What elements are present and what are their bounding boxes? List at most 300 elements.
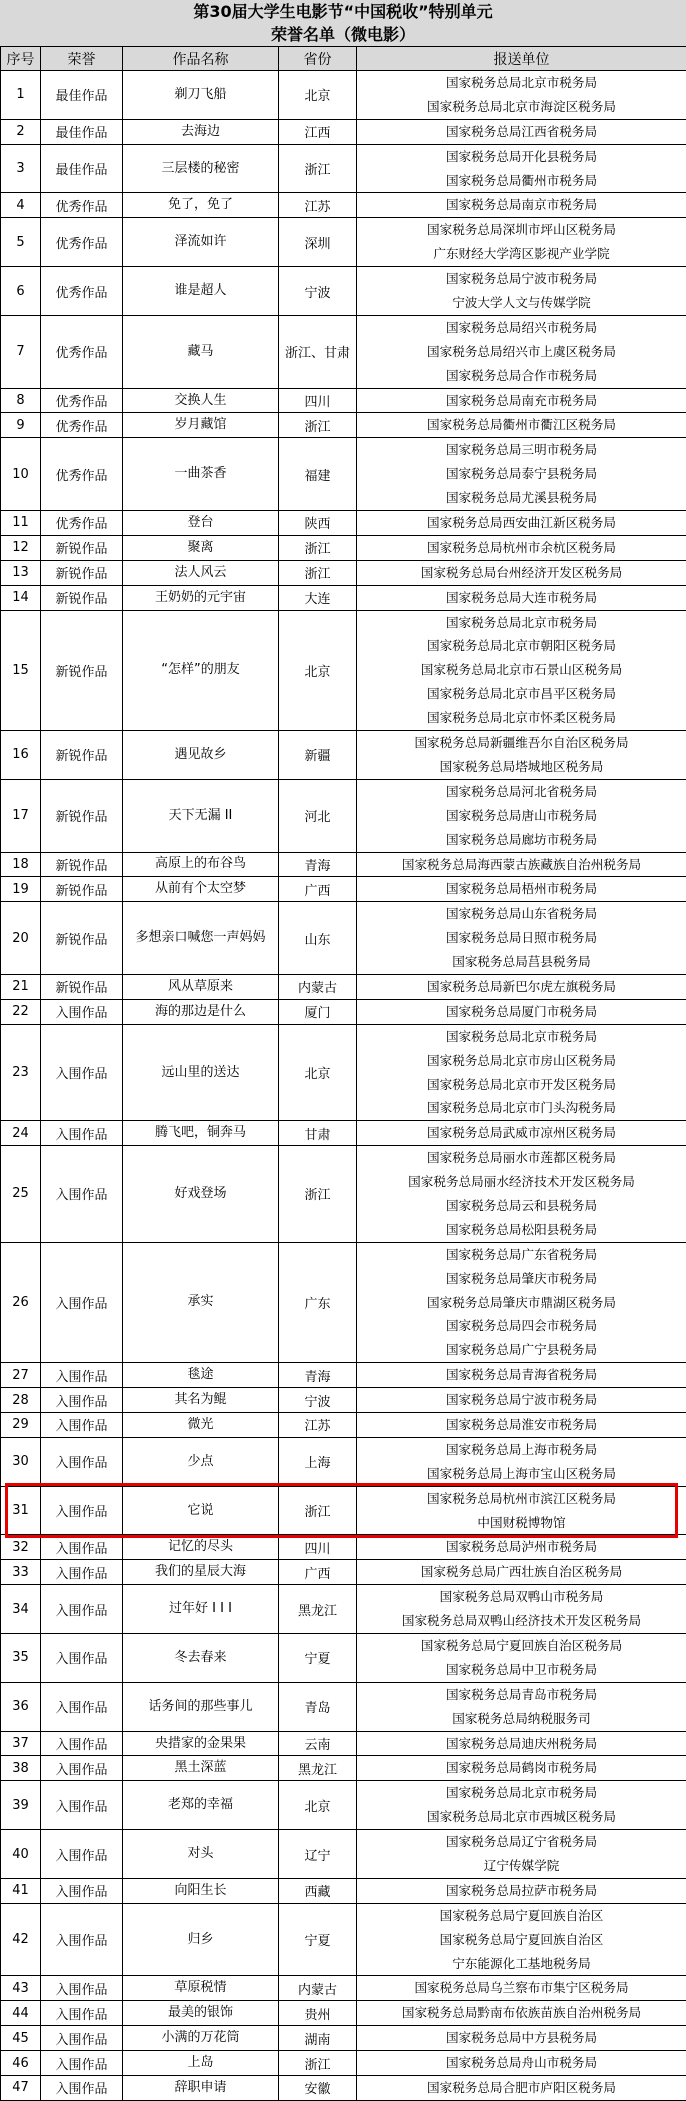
row-units (357, 731, 686, 780)
table-row (1, 560, 686, 585)
unit-line: 国家税务总局松阳县税务局 (357, 1218, 686, 1242)
unit-line: 国家税务总局迪庆州税务局 (357, 1732, 686, 1756)
row-honor: 最佳作品 (41, 119, 123, 144)
row-number: 13 (1, 560, 41, 585)
row-number: 1 (1, 71, 41, 120)
unit-line: 国家税务总局泰宁县税务局 (357, 462, 686, 486)
row-units (357, 1682, 686, 1731)
row-title: 交换人生 (123, 388, 279, 413)
row-honor: 新锐作品 (41, 974, 123, 999)
unit-line: 国家税务总局大连市税务局 (357, 586, 686, 610)
row-honor: 入围作品 (41, 1024, 123, 1121)
table-row (1, 585, 686, 610)
row-honor: 新锐作品 (41, 902, 123, 975)
row-title: 向阳生长 (123, 1878, 279, 1903)
unit-line: 国家税务总局北京市昌平区税务局 (357, 682, 686, 706)
row-units (357, 852, 686, 877)
unit-line: 国家税务总局新巴尔虎左旗税务局 (357, 975, 686, 999)
row-units (357, 1412, 686, 1437)
row-units (357, 1146, 686, 1243)
unit-line: 国家税务总局泸州市税务局 (357, 1535, 686, 1559)
row-units (357, 535, 686, 560)
unit-line: 宁东能源化工基地税务局 (357, 1952, 686, 1976)
row-honor: 优秀作品 (41, 267, 123, 316)
unit-line: 国家税务总局纳税服务司 (357, 1707, 686, 1731)
row-honor: 入围作品 (41, 1388, 123, 1413)
row-honor: 入围作品 (41, 999, 123, 1024)
unit-line: 国家税务总局青岛市税务局 (357, 1683, 686, 1707)
row-province: 浙江 (279, 1486, 357, 1535)
row-title: 多想亲口喊您一声妈妈 (123, 902, 279, 975)
unit-line: 国家税务总局武威市凉州区税务局 (357, 1121, 686, 1145)
row-title: 归乡 (123, 1903, 279, 1976)
row-units (357, 2051, 686, 2076)
row-province: 宁波 (279, 1388, 357, 1413)
unit-line: 国家税务总局合作市税务局 (357, 364, 686, 388)
row-title: 剃刀飞船 (123, 71, 279, 120)
row-title: 腾飞吧，铜奔马 (123, 1121, 279, 1146)
row-title: 去海边 (123, 119, 279, 144)
row-number: 21 (1, 974, 41, 999)
unit-line: 国家税务总局宁波市税务局 (357, 267, 686, 291)
header-title: 作品名称 (123, 47, 279, 71)
unit-line: 国家税务总局淮安市税务局 (357, 1413, 686, 1437)
row-title: 上岛 (123, 2051, 279, 2076)
header-province: 省份 (279, 47, 357, 71)
unit-line: 国家税务总局梧州市税务局 (357, 877, 686, 901)
unit-line: 国家税务总局江西省税务局 (357, 120, 686, 144)
row-number: 40 (1, 1830, 41, 1879)
row-units (357, 1903, 686, 1976)
table-row (1, 1388, 686, 1413)
row-honor: 入围作品 (41, 1560, 123, 1585)
row-title: 辞职申请 (123, 2076, 279, 2101)
row-honor: 入围作品 (41, 1731, 123, 1756)
row-province: 河北 (279, 779, 357, 852)
row-number: 33 (1, 1560, 41, 1585)
row-province: 广西 (279, 1560, 357, 1585)
row-units (357, 1560, 686, 1585)
unit-line: 国家税务总局北京市房山区税务局 (357, 1049, 686, 1073)
unit-line: 国家税务总局绍兴市税务局 (357, 316, 686, 340)
unit-line: 国家税务总局深圳市坪山区税务局 (357, 218, 686, 242)
row-number: 25 (1, 1146, 41, 1243)
table-row (1, 1437, 686, 1486)
row-units (357, 902, 686, 975)
row-number: 45 (1, 2026, 41, 2051)
row-number: 9 (1, 413, 41, 438)
row-province: 湖南 (279, 2026, 357, 2051)
row-number: 24 (1, 1121, 41, 1146)
row-number: 3 (1, 144, 41, 193)
table-row (1, 1560, 686, 1585)
unit-line: 国家税务总局上海市宝山区税务局 (357, 1462, 686, 1486)
row-title: 央措家的金果果 (123, 1731, 279, 1756)
row-honor: 优秀作品 (41, 511, 123, 536)
row-number: 14 (1, 585, 41, 610)
row-province: 江苏 (279, 193, 357, 218)
row-number: 22 (1, 999, 41, 1024)
table-row (1, 877, 686, 902)
row-number: 41 (1, 1878, 41, 1903)
unit-line: 国家税务总局宁夏回族自治区 (357, 1928, 686, 1952)
honor-table (0, 46, 686, 2101)
unit-line: 国家税务总局广西壮族自治区税务局 (357, 1560, 686, 1584)
table-row (1, 1121, 686, 1146)
row-province: 浙江 (279, 1146, 357, 1243)
row-units (357, 1830, 686, 1879)
row-number: 35 (1, 1634, 41, 1683)
row-title: 遇见故乡 (123, 731, 279, 780)
unit-line: 国家税务总局北京市石景山区税务局 (357, 658, 686, 682)
row-number: 31 (1, 1486, 41, 1535)
row-honor: 入围作品 (41, 2001, 123, 2026)
unit-line: 国家税务总局宁夏回族自治区税务局 (357, 1634, 686, 1658)
row-province: 青海 (279, 1363, 357, 1388)
row-title: 泽流如许 (123, 218, 279, 267)
unit-line: 国家税务总局北京市税务局 (357, 611, 686, 635)
row-province: 北京 (279, 71, 357, 120)
row-province: 宁夏 (279, 1634, 357, 1683)
row-title: 它说 (123, 1486, 279, 1535)
table-row (1, 1634, 686, 1683)
row-number: 27 (1, 1363, 41, 1388)
row-title: 三层楼的秘密 (123, 144, 279, 193)
unit-line: 国家税务总局北京市怀柔区税务局 (357, 706, 686, 730)
row-honor: 入围作品 (41, 1830, 123, 1879)
unit-line: 国家税务总局西安曲江新区税务局 (357, 511, 686, 535)
row-title: 承实 (123, 1242, 279, 1362)
row-number: 8 (1, 388, 41, 413)
table-row (1, 535, 686, 560)
row-units (357, 1437, 686, 1486)
row-units (357, 315, 686, 388)
row-units (357, 1731, 686, 1756)
unit-line: 国家税务总局上海市税务局 (357, 1438, 686, 1462)
table-row (1, 999, 686, 1024)
row-title: 微光 (123, 1412, 279, 1437)
unit-line: 国家税务总局鹤岗市税务局 (357, 1756, 686, 1780)
row-province: 江苏 (279, 1412, 357, 1437)
table-row (1, 1976, 686, 2001)
table-row (1, 1486, 686, 1535)
row-province: 宁夏 (279, 1903, 357, 1976)
table-row (1, 1878, 686, 1903)
table-row (1, 1781, 686, 1830)
row-units (357, 1878, 686, 1903)
table-row (1, 315, 686, 388)
row-province: 四川 (279, 1535, 357, 1560)
table-row (1, 902, 686, 975)
row-province: 浙江 (279, 2051, 357, 2076)
unit-line: 国家税务总局宁夏回族自治区 (357, 1904, 686, 1928)
unit-line: 国家税务总局宁波市税务局 (357, 1388, 686, 1412)
row-title: 对头 (123, 1830, 279, 1879)
row-number: 28 (1, 1388, 41, 1413)
row-units (357, 1756, 686, 1781)
row-units (357, 877, 686, 902)
row-number: 32 (1, 1535, 41, 1560)
table-body (1, 71, 686, 2101)
row-units (357, 1242, 686, 1362)
row-number: 7 (1, 315, 41, 388)
row-province: 浙江、甘肃 (279, 315, 357, 388)
table-row (1, 438, 686, 511)
unit-line: 国家税务总局丽水市莲都区税务局 (357, 1146, 686, 1170)
row-title: 天下无漏 II (123, 779, 279, 852)
unit-line: 国家税务总局衢州市衢江区税务局 (357, 413, 686, 437)
row-province: 青海 (279, 852, 357, 877)
row-province: 浙江 (279, 560, 357, 585)
unit-line: 国家税务总局中方县税务局 (357, 2026, 686, 2050)
row-province: 大连 (279, 585, 357, 610)
row-units (357, 1121, 686, 1146)
row-honor: 入围作品 (41, 1363, 123, 1388)
row-units (357, 1585, 686, 1634)
unit-line: 国家税务总局中卫市税务局 (357, 1658, 686, 1682)
row-number: 15 (1, 610, 41, 730)
row-province: 北京 (279, 1024, 357, 1121)
row-title: 老郑的幸福 (123, 1781, 279, 1830)
row-number: 17 (1, 779, 41, 852)
row-province: 贵州 (279, 2001, 357, 2026)
unit-line: 国家税务总局北京市开发区税务局 (357, 1073, 686, 1097)
table-row (1, 388, 686, 413)
row-honor: 新锐作品 (41, 560, 123, 585)
row-units (357, 610, 686, 730)
row-number: 44 (1, 2001, 41, 2026)
row-title: 冬去春来 (123, 1634, 279, 1683)
table-header-row (1, 47, 686, 71)
unit-line: 国家税务总局河北省税务局 (357, 780, 686, 804)
table-row (1, 1146, 686, 1243)
row-honor: 新锐作品 (41, 535, 123, 560)
row-number: 23 (1, 1024, 41, 1121)
row-title: 最美的银饰 (123, 2001, 279, 2026)
row-honor: 新锐作品 (41, 610, 123, 730)
table-row (1, 413, 686, 438)
row-honor: 新锐作品 (41, 585, 123, 610)
row-units (357, 1363, 686, 1388)
table-row (1, 1535, 686, 1560)
row-units (357, 1486, 686, 1535)
row-title: 风从草原来 (123, 974, 279, 999)
row-honor: 优秀作品 (41, 193, 123, 218)
row-honor: 入围作品 (41, 1878, 123, 1903)
row-units (357, 388, 686, 413)
row-title: 黑土深蓝 (123, 1756, 279, 1781)
unit-line: 国家税务总局开化县税务局 (357, 145, 686, 169)
table-row (1, 779, 686, 852)
row-number: 12 (1, 535, 41, 560)
unit-line: 国家税务总局日照市税务局 (357, 926, 686, 950)
row-honor: 入围作品 (41, 1634, 123, 1683)
row-number: 34 (1, 1585, 41, 1634)
row-honor: 新锐作品 (41, 779, 123, 852)
row-title: 登台 (123, 511, 279, 536)
row-title: “怎样”的朋友 (123, 610, 279, 730)
row-honor: 最佳作品 (41, 71, 123, 120)
unit-line: 国家税务总局杭州市余杭区税务局 (357, 536, 686, 560)
row-honor: 入围作品 (41, 1146, 123, 1243)
table-row (1, 1024, 686, 1121)
row-title: 过年好 I I I (123, 1585, 279, 1634)
unit-line: 国家税务总局肇庆市税务局 (357, 1267, 686, 1291)
row-title: 法人风云 (123, 560, 279, 585)
row-number: 18 (1, 852, 41, 877)
row-units (357, 1388, 686, 1413)
unit-line: 国家税务总局廊坊市税务局 (357, 828, 686, 852)
row-province: 内蒙古 (279, 974, 357, 999)
table-row (1, 1363, 686, 1388)
page-subtitle: 荣誉名单（微电影） (0, 23, 686, 46)
table-row (1, 610, 686, 730)
unit-line: 国家税务总局南充市税务局 (357, 389, 686, 413)
row-honor: 入围作品 (41, 1781, 123, 1830)
header-no: 序号 (1, 47, 41, 71)
unit-line: 国家税务总局黔南布依族苗族自治州税务局 (357, 2001, 686, 2025)
unit-line: 国家税务总局广宁县税务局 (357, 1338, 686, 1362)
row-province: 北京 (279, 1781, 357, 1830)
unit-line: 国家税务总局合肥市庐阳区税务局 (357, 2076, 686, 2100)
row-province: 黑龙江 (279, 1756, 357, 1781)
row-province: 福建 (279, 438, 357, 511)
row-title: 从前有个太空梦 (123, 877, 279, 902)
table-row (1, 1585, 686, 1634)
unit-line: 国家税务总局辽宁省税务局 (357, 1830, 686, 1854)
row-units (357, 2026, 686, 2051)
unit-line: 国家税务总局青海省税务局 (357, 1363, 686, 1387)
unit-line: 国家税务总局双鸭山经济技术开发区税务局 (357, 1609, 686, 1633)
unit-line: 国家税务总局三明市税务局 (357, 438, 686, 462)
table-row (1, 1242, 686, 1362)
table-row (1, 1756, 686, 1781)
row-title: 其名为鲲 (123, 1388, 279, 1413)
unit-line: 国家税务总局拉萨市税务局 (357, 1879, 686, 1903)
row-number: 26 (1, 1242, 41, 1362)
row-units (357, 71, 686, 120)
header-unit: 报送单位 (357, 47, 686, 71)
row-units (357, 267, 686, 316)
row-title: 话务间的那些事儿 (123, 1682, 279, 1731)
row-honor: 入围作品 (41, 1486, 123, 1535)
row-province: 深圳 (279, 218, 357, 267)
unit-line: 国家税务总局杭州市滨江区税务局 (357, 1487, 686, 1511)
row-number: 19 (1, 877, 41, 902)
table-row (1, 2051, 686, 2076)
row-title: 记忆的尽头 (123, 1535, 279, 1560)
row-units (357, 193, 686, 218)
row-honor: 优秀作品 (41, 413, 123, 438)
row-province: 广西 (279, 877, 357, 902)
unit-line: 国家税务总局绍兴市上虞区税务局 (357, 340, 686, 364)
row-title: 聚离 (123, 535, 279, 560)
table-row (1, 2001, 686, 2026)
unit-line: 辽宁传媒学院 (357, 1854, 686, 1878)
row-province: 甘肃 (279, 1121, 357, 1146)
unit-line: 国家税务总局四会市税务局 (357, 1314, 686, 1338)
unit-line: 广东财经大学湾区影视产业学院 (357, 242, 686, 266)
row-province: 浙江 (279, 144, 357, 193)
table-row (1, 1903, 686, 1976)
table-row (1, 1731, 686, 1756)
row-title: 草原税情 (123, 1976, 279, 2001)
table-row (1, 974, 686, 999)
row-honor: 入围作品 (41, 1121, 123, 1146)
table-row (1, 267, 686, 316)
row-units (357, 560, 686, 585)
row-honor: 优秀作品 (41, 438, 123, 511)
table-row (1, 731, 686, 780)
row-number: 43 (1, 1976, 41, 2001)
row-title: 王奶奶的元宇宙 (123, 585, 279, 610)
row-province: 四川 (279, 388, 357, 413)
unit-line: 国家税务总局北京市西城区税务局 (357, 1805, 686, 1829)
row-province: 青岛 (279, 1682, 357, 1731)
row-title: 藏马 (123, 315, 279, 388)
row-province: 厦门 (279, 999, 357, 1024)
row-title: 毯途 (123, 1363, 279, 1388)
row-number: 29 (1, 1412, 41, 1437)
unit-line: 国家税务总局肇庆市鼎湖区税务局 (357, 1291, 686, 1315)
table-row (1, 1830, 686, 1879)
row-title: 一曲茶香 (123, 438, 279, 511)
unit-line: 中国财税博物馆 (357, 1511, 686, 1535)
unit-line: 国家税务总局舟山市税务局 (357, 2051, 686, 2075)
row-units (357, 119, 686, 144)
row-province: 广东 (279, 1242, 357, 1362)
table-row (1, 511, 686, 536)
unit-line: 国家税务总局海西蒙古族藏族自治州税务局 (357, 853, 686, 877)
table-row (1, 1412, 686, 1437)
row-units (357, 1781, 686, 1830)
row-honor: 入围作品 (41, 2026, 123, 2051)
unit-line: 国家税务总局台州经济开发区税务局 (357, 561, 686, 585)
row-units (357, 1024, 686, 1121)
row-units (357, 438, 686, 511)
table-row (1, 1682, 686, 1731)
table-row (1, 852, 686, 877)
row-honor: 入围作品 (41, 1242, 123, 1362)
unit-line: 国家税务总局双鸭山市税务局 (357, 1585, 686, 1609)
row-province: 山东 (279, 902, 357, 975)
unit-line: 国家税务总局北京市门头沟税务局 (357, 1096, 686, 1120)
table-row (1, 2026, 686, 2051)
row-honor: 入围作品 (41, 2051, 123, 2076)
row-number: 10 (1, 438, 41, 511)
row-units (357, 218, 686, 267)
unit-line: 国家税务总局衢州市税务局 (357, 169, 686, 193)
row-honor: 优秀作品 (41, 315, 123, 388)
row-number: 2 (1, 119, 41, 144)
row-title: 我们的星辰大海 (123, 1560, 279, 1585)
row-title: 免了，免了 (123, 193, 279, 218)
unit-line: 国家税务总局北京市朝阳区税务局 (357, 634, 686, 658)
table-row (1, 119, 686, 144)
unit-line: 国家税务总局唐山市税务局 (357, 804, 686, 828)
row-honor: 入围作品 (41, 1756, 123, 1781)
row-units (357, 585, 686, 610)
row-units (357, 144, 686, 193)
row-units (357, 1634, 686, 1683)
row-honor: 优秀作品 (41, 218, 123, 267)
header-honor: 荣誉 (41, 47, 123, 71)
unit-line: 国家税务总局塔城地区税务局 (357, 755, 686, 779)
row-province: 宁波 (279, 267, 357, 316)
row-honor: 入围作品 (41, 2076, 123, 2101)
row-units (357, 779, 686, 852)
unit-line: 国家税务总局北京市税务局 (357, 71, 686, 95)
